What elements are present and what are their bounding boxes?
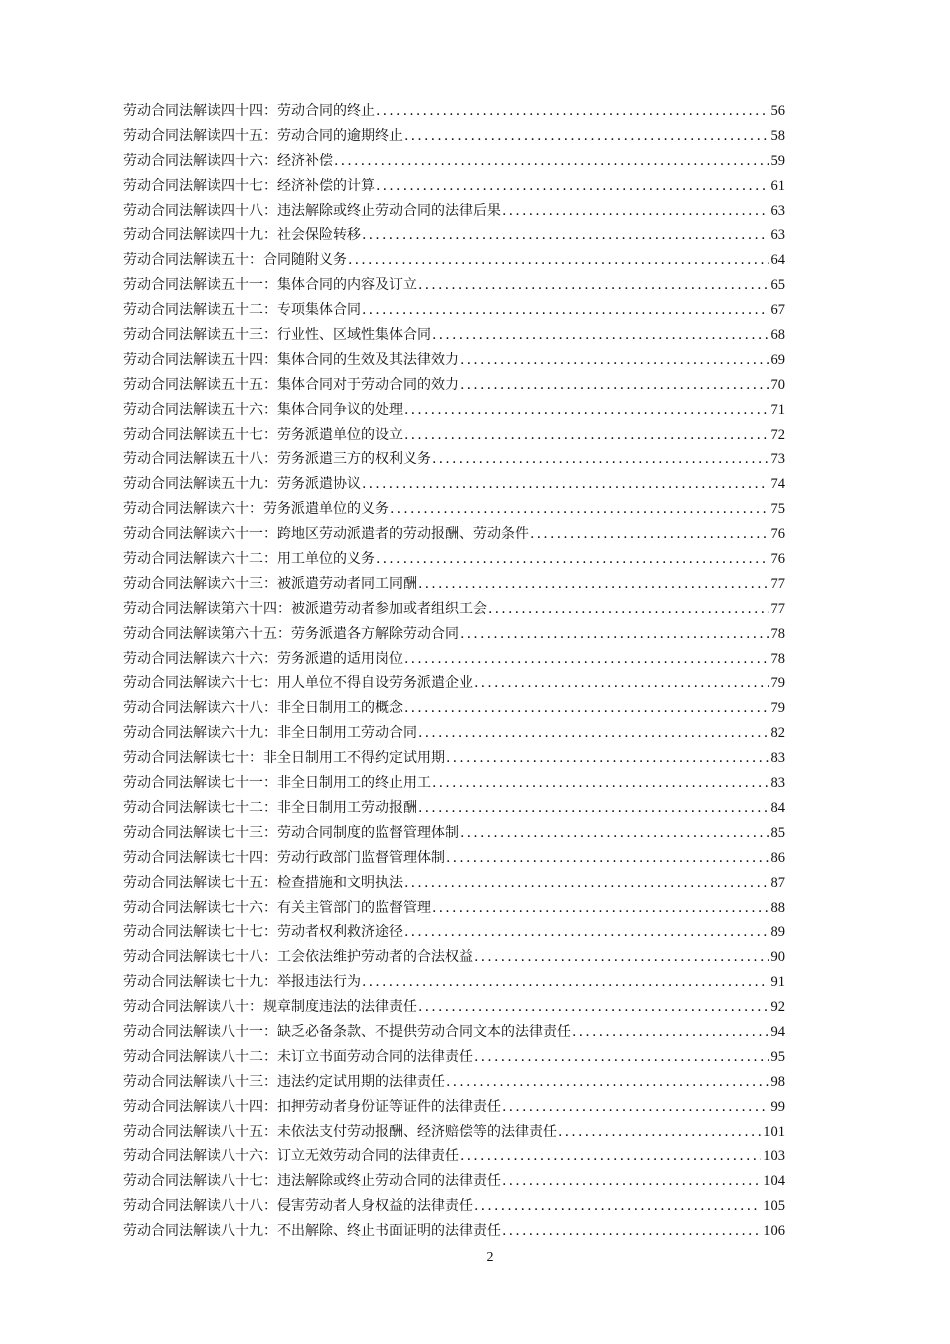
toc-entry-page: 79 (770, 700, 785, 717)
toc-entry-page: 89 (770, 924, 785, 941)
toc-entry-title: 劳动合同法解读五十五：集体合同对于劳动合同的效力 (123, 376, 459, 393)
toc-entry[interactable] (123, 1169, 785, 1194)
dot-leader (348, 248, 769, 273)
toc-entry-page: 61 (770, 177, 785, 194)
toc-entry[interactable] (123, 671, 785, 696)
toc-entry-page: 78 (770, 650, 785, 667)
toc-entry-title: 劳动合同法解读四十四：劳动合同的终止 (123, 103, 375, 119)
toc-entry-page: 83 (770, 775, 785, 792)
toc-entry-title: 劳动合同法解读四十八：违法解除或终止劳动合同的法律后果 (123, 202, 501, 219)
toc-entry[interactable] (123, 945, 785, 970)
toc-entry[interactable] (123, 348, 785, 373)
toc-entry[interactable] (123, 1070, 785, 1095)
toc-entry-title: 劳动合同法解读第六十四：被派遣劳动者参加或者组织工会 (123, 600, 487, 617)
toc-entry-page: 63 (770, 227, 785, 244)
toc-entry-title: 劳动合同法解读八十八：侵害劳动者人身权益的法律责任 (123, 1198, 473, 1215)
toc-entry[interactable] (123, 373, 785, 398)
toc-entry-page: 67 (770, 302, 785, 319)
toc-entry-title: 劳动合同法解读六十九：非全日制用工劳动合同 (123, 725, 417, 742)
toc-entry[interactable] (123, 572, 785, 597)
toc-entry-page: 91 (770, 974, 785, 991)
dot-leader (418, 572, 769, 597)
toc-entry[interactable] (123, 1219, 785, 1244)
toc-entry[interactable] (123, 472, 785, 497)
dot-leader (418, 273, 769, 298)
toc-entry-title: 劳动合同法解读八十六：订立无效劳动合同的法律责任 (123, 1148, 459, 1165)
dot-leader (404, 871, 769, 896)
dot-leader (376, 99, 769, 124)
toc-entry-title: 劳动合同法解读五十：合同随附义务 (123, 252, 347, 269)
toc-entry-title: 劳动合同法解读八十一：缺乏必备条款、不提供劳动合同文本的法律责任 (123, 1023, 571, 1040)
toc-entry[interactable] (123, 920, 785, 945)
toc-entry-title: 劳动合同法解读六十一：跨地区劳动派遣者的劳动报酬、劳动条件 (123, 526, 529, 543)
dot-leader (474, 1194, 761, 1219)
toc-entry[interactable] (123, 447, 785, 472)
toc-entry-title: 劳动合同法解读六十七：用人单位不得自设劳务派遣企业 (123, 675, 473, 692)
dot-leader (474, 945, 769, 970)
toc-entry-page: 83 (770, 750, 785, 767)
toc-entry-title: 劳动合同法解读七十九：举报违法行为 (123, 974, 361, 991)
toc-entry-page: 92 (770, 999, 785, 1016)
toc-entry-page: 82 (770, 725, 785, 742)
toc-entry-page: 69 (770, 351, 785, 368)
dot-leader (432, 896, 769, 921)
toc-entry-title: 劳动合同法解读四十七：经济补偿的计算 (123, 177, 375, 194)
toc-entry-title: 劳动合同法解读四十九：社会保险转移 (123, 227, 361, 244)
toc-entry-page: 72 (770, 426, 785, 443)
dot-leader (418, 721, 769, 746)
toc-entry[interactable] (123, 622, 785, 647)
toc-entry-page: 88 (770, 899, 785, 916)
dot-leader (334, 149, 769, 174)
toc-entry-page: 86 (770, 849, 785, 866)
toc-entry[interactable] (123, 1095, 785, 1120)
dot-leader (418, 796, 769, 821)
toc-entry[interactable] (123, 497, 785, 522)
toc-entry[interactable] (123, 796, 785, 821)
dot-leader (460, 1144, 761, 1169)
toc-entry-title: 劳动合同法解读五十一：集体合同的内容及订立 (123, 277, 417, 294)
toc-entry[interactable] (123, 846, 785, 871)
toc-entry-title: 劳动合同法解读七十六：有关主管部门的监督管理 (123, 899, 431, 916)
toc-entry[interactable] (123, 522, 785, 547)
toc-entry[interactable] (123, 547, 785, 572)
toc-entry[interactable] (123, 647, 785, 672)
toc-entry-page: 59 (770, 152, 785, 169)
toc-entry[interactable] (123, 746, 785, 771)
toc-entry-title: 劳动合同法解读八十九：不出解除、终止书面证明的法律责任 (123, 1223, 501, 1240)
dot-leader (376, 547, 769, 572)
dot-leader (418, 995, 769, 1020)
dot-leader (502, 1219, 761, 1244)
toc-entry-title: 劳动合同法解读七十四：劳动行政部门监督管理体制 (123, 849, 445, 866)
toc-entry-title: 劳动合同法解读八十三：违法约定试用期的法律责任 (123, 1073, 445, 1090)
toc-entry[interactable] (123, 1194, 785, 1219)
dot-leader (376, 174, 769, 199)
toc-entry[interactable] (123, 124, 785, 149)
toc-entry[interactable] (123, 821, 785, 846)
dot-leader (432, 447, 769, 472)
toc-entry-page: 65 (770, 277, 785, 294)
dot-leader (362, 298, 769, 323)
toc-entry-title: 劳动合同法解读六十三：被派遣劳动者同工同酬 (123, 575, 417, 592)
toc-entry-title: 劳动合同法解读七十三：劳动合同制度的监督管理体制 (123, 824, 459, 841)
toc-entry-title: 劳动合同法解读七十七：劳动者权利救济途径 (123, 924, 403, 941)
dot-leader (390, 497, 769, 522)
toc-entry-page: 74 (770, 476, 785, 493)
toc-entry-page: 76 (770, 551, 785, 568)
dot-leader (404, 920, 769, 945)
dot-leader (460, 622, 769, 647)
toc-entry-page: 63 (770, 202, 785, 219)
dot-leader (432, 323, 769, 348)
toc-entry[interactable] (123, 99, 785, 124)
toc-entry[interactable] (123, 223, 785, 248)
toc-entry[interactable] (123, 1120, 785, 1145)
toc-entry-title: 劳动合同法解读七十：非全日制用工不得约定试用期 (123, 750, 445, 767)
dot-leader (446, 746, 769, 771)
dot-leader (572, 1020, 769, 1045)
toc-entry[interactable] (123, 273, 785, 298)
toc-entry-page: 101 (763, 1123, 785, 1140)
toc-entry[interactable] (123, 970, 785, 995)
toc-entry-title: 劳动合同法解读四十六：经济补偿 (123, 152, 333, 169)
toc-entry[interactable] (123, 597, 785, 622)
toc-entry[interactable] (123, 1045, 785, 1070)
toc-entry-title: 劳动合同法解读四十五：劳动合同的逾期终止 (123, 127, 403, 144)
toc-entry-page: 95 (770, 1048, 785, 1065)
toc-entry-page: 78 (770, 625, 785, 642)
toc-entry[interactable] (123, 696, 785, 721)
toc-entry-page: 105 (763, 1198, 785, 1215)
toc-entry-title: 劳动合同法解读五十七：劳务派遣单位的设立 (123, 426, 403, 443)
toc-entry-title: 劳动合同法解读五十二：专项集体合同 (123, 302, 361, 319)
toc-entry-title: 劳动合同法解读五十八：劳务派遣三方的权利义务 (123, 451, 431, 468)
toc-entry-page: 77 (770, 600, 785, 617)
dot-leader (404, 124, 769, 149)
dot-leader (460, 348, 769, 373)
dot-leader (460, 821, 769, 846)
toc-entry[interactable] (123, 149, 785, 174)
toc-entry[interactable] (123, 298, 785, 323)
toc-entry-title: 劳动合同法解读六十八：非全日制用工的概念 (123, 700, 403, 717)
toc-entry-title: 劳动合同法解读七十八：工会依法维护劳动者的合法权益 (123, 949, 473, 966)
dot-leader (530, 522, 769, 547)
toc-entry-page: 71 (770, 401, 785, 418)
toc-entry-title: 劳动合同法解读五十六：集体合同争议的处理 (123, 401, 403, 418)
toc-entry-page: 70 (770, 376, 785, 393)
toc-entry-page: 98 (770, 1073, 785, 1090)
dot-leader (558, 1120, 761, 1145)
toc-entry[interactable] (123, 771, 785, 796)
toc-entry-title: 劳动合同法解读六十：劳务派遣单位的义务 (123, 501, 389, 518)
toc-entry-title: 劳动合同法解读六十六：劳务派遣的适用岗位 (123, 650, 403, 667)
dot-leader (446, 1070, 769, 1095)
toc-entry-title: 劳动合同法解读五十九：劳务派遣协议 (123, 476, 361, 493)
dot-leader (404, 398, 769, 423)
toc-entry-title: 劳动合同法解读第六十五：劳务派遣各方解除劳动合同 (123, 625, 459, 642)
dot-leader (446, 846, 769, 871)
toc-entry-page: 99 (770, 1098, 785, 1115)
toc-entry-page: 106 (763, 1223, 785, 1240)
dot-leader (502, 199, 769, 224)
toc-entry-page: 75 (770, 501, 785, 518)
toc-entry-page: 77 (770, 575, 785, 592)
toc-entry[interactable] (123, 174, 785, 199)
toc-entry[interactable] (123, 423, 785, 448)
toc-entry-page: 84 (770, 799, 785, 816)
dot-leader (502, 1169, 761, 1194)
toc-entry[interactable] (123, 896, 785, 921)
toc-entry-page: 85 (770, 824, 785, 841)
toc-entry-page: 73 (770, 451, 785, 468)
toc-entry-title: 劳动合同法解读七十一：非全日制用工的终止用工 (123, 775, 431, 792)
toc-entry-title: 劳动合同法解读八十四：扣押劳动者身份证等证件的法律责任 (123, 1098, 501, 1115)
dot-leader (488, 597, 769, 622)
dot-leader (474, 671, 769, 696)
toc-entry-title: 劳动合同法解读八十五：未依法支付劳动报酬、经济赔偿等的法律责任 (123, 1123, 557, 1140)
toc-entry[interactable] (123, 323, 785, 348)
dot-leader (404, 696, 769, 721)
toc-entry[interactable] (123, 721, 785, 746)
toc-entry[interactable] (123, 1144, 785, 1169)
toc-entry[interactable] (123, 199, 785, 224)
toc-entry-page: 68 (770, 327, 785, 344)
toc-entry-title: 劳动合同法解读六十二：用工单位的义务 (123, 551, 375, 568)
toc-entry[interactable] (123, 871, 785, 896)
toc-entry-title: 劳动合同法解读八十七：违法解除或终止劳动合同的法律责任 (123, 1173, 501, 1190)
toc-entry-title: 劳动合同法解读七十五：检查措施和文明执法 (123, 874, 403, 891)
toc-entry[interactable] (123, 248, 785, 273)
toc-entry-page: 56 (770, 103, 785, 119)
toc-entry-page: 104 (763, 1173, 785, 1190)
toc-entry-page: 94 (770, 1023, 785, 1040)
toc-entry-title: 劳动合同法解读八十二：未订立书面劳动合同的法律责任 (123, 1048, 473, 1065)
page-number: 2 (486, 1250, 494, 1265)
dot-leader (474, 1045, 769, 1070)
toc-entry[interactable] (123, 398, 785, 423)
dot-leader (460, 373, 769, 398)
toc-entry-page: 79 (770, 675, 785, 692)
toc-entry-page: 58 (770, 127, 785, 144)
toc-entry[interactable] (123, 1020, 785, 1045)
toc-entry-page: 103 (763, 1148, 785, 1165)
toc-entry-title: 劳动合同法解读五十三：行业性、区域性集体合同 (123, 327, 431, 344)
dot-leader (362, 970, 769, 995)
toc-entry-page: 76 (770, 526, 785, 543)
toc-entry-title: 劳动合同法解读七十二：非全日制用工劳动报酬 (123, 799, 417, 816)
toc-entry-page: 90 (770, 949, 785, 966)
table-of-contents (123, 99, 785, 1244)
toc-entry-title: 劳动合同法解读五十四：集体合同的生效及其法律效力 (123, 351, 459, 368)
toc-entry-page: 64 (770, 252, 785, 269)
dot-leader (362, 223, 769, 248)
dot-leader (404, 647, 769, 672)
toc-entry[interactable] (123, 995, 785, 1020)
dot-leader (502, 1095, 769, 1120)
dot-leader (362, 472, 769, 497)
toc-entry-page: 87 (770, 874, 785, 891)
dot-leader (432, 771, 769, 796)
toc-entry-title: 劳动合同法解读八十：规章制度违法的法律责任 (123, 999, 417, 1016)
dot-leader (404, 423, 769, 448)
